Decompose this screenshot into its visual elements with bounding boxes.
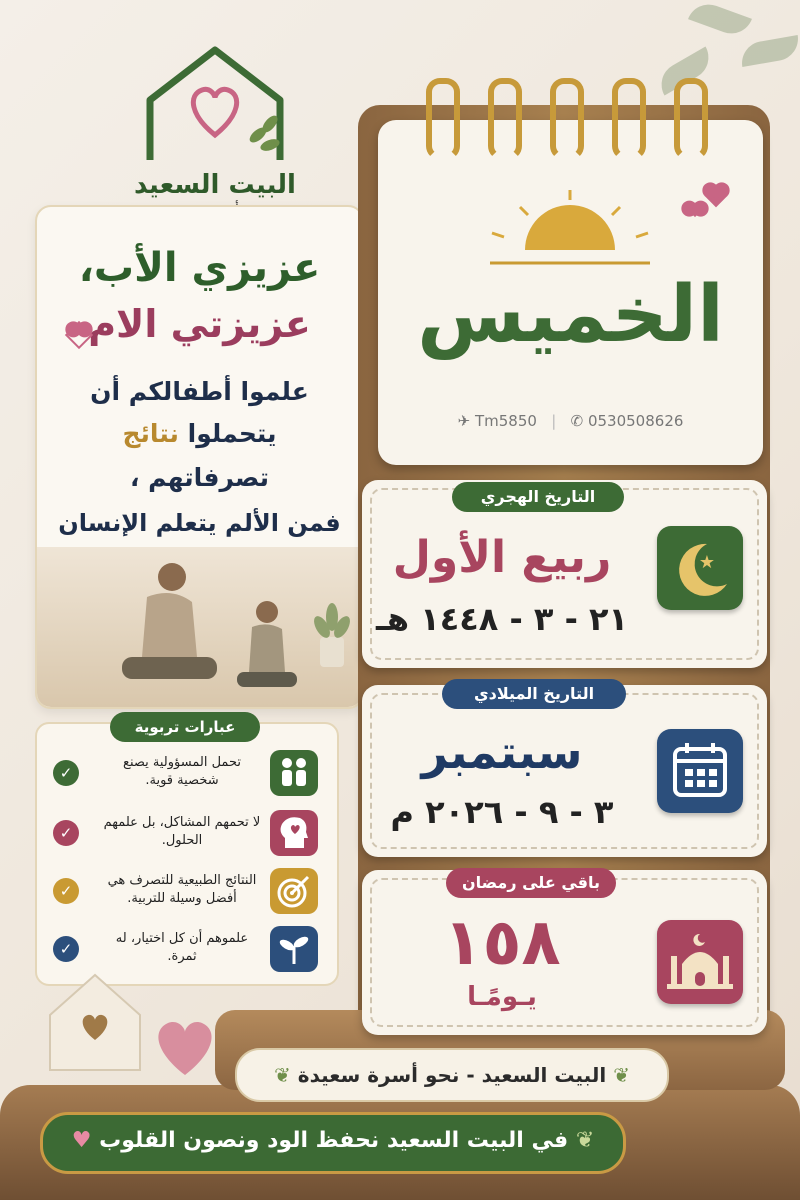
- calendar-icon: [657, 729, 743, 813]
- message-line: [37, 419, 362, 448]
- highlight-word: نتائج: [122, 419, 179, 448]
- head-heart-icon: [270, 810, 318, 856]
- phrases-title: عبارات تربوية: [110, 712, 260, 742]
- svg-text:★: ★: [698, 552, 715, 573]
- leaf-icon: ❦: [613, 1063, 630, 1087]
- binder-ring: [550, 78, 584, 160]
- leaf-decoration: [688, 0, 752, 40]
- message-line: عزيزتي الام: [88, 302, 311, 346]
- binder-ring: [488, 78, 522, 160]
- heart-decoration: [150, 1010, 220, 1080]
- phrase-text: علموهم أن كل اختيار، له ثمرة.: [115, 931, 249, 964]
- hijri-card: [362, 480, 767, 668]
- check-icon: ✓: [53, 760, 79, 786]
- contact-info: ✈ Tm5850 | ✆ 0530508626: [457, 412, 684, 430]
- phrase-text: النتائج الطبيعية للتصرف هي أفضل وسيلة للتربية.: [107, 873, 257, 906]
- house-heart-icon: [110, 40, 320, 170]
- heart-icon: [705, 185, 728, 208]
- day-name: الخميس: [417, 270, 724, 360]
- family-icon: [270, 750, 318, 796]
- footer-banner: [40, 1112, 626, 1174]
- message-card: [35, 205, 364, 709]
- phrase-text: تحمل المسؤولية يصنع شخصية قوية.: [123, 755, 241, 788]
- sprout-icon: [270, 926, 318, 972]
- hijri-label: التاريخ الهجري: [452, 482, 624, 512]
- heart-icon: ♥: [71, 1128, 92, 1153]
- footer-ribbon-text: البيت السعيد - نحو أسرة سعيدة: [297, 1063, 607, 1087]
- small-house-decoration: [40, 965, 150, 1075]
- message-line: تصرفاتهم ،: [129, 463, 270, 492]
- gregorian-month: سبتمبر: [421, 725, 583, 779]
- gregorian-date: ٣ - ٩ - ٢٠٢٦ م: [390, 793, 614, 831]
- footer-banner-text: في البيت السعيد نحفظ الود ونصون القلوب: [99, 1128, 569, 1153]
- leaf-icon: ❦: [274, 1063, 291, 1087]
- message-line: فمن الألم يتعلم الإنسان: [58, 509, 341, 537]
- logo-name: البيت السعيد: [134, 170, 296, 200]
- message-line: عزيزي الأب،: [78, 245, 321, 291]
- leaf-icon: ❦: [575, 1128, 595, 1153]
- sun-icon: [480, 185, 660, 265]
- gregorian-card: [362, 685, 767, 857]
- telegram-icon: ✈: [457, 412, 471, 430]
- hijri-month: ربيع الأول: [392, 532, 612, 583]
- message-word: يتحملوا: [187, 419, 277, 448]
- binder-ring: [674, 78, 708, 160]
- gregorian-label: التاريخ الميلادي: [442, 679, 626, 709]
- leaf-decoration: [739, 35, 800, 67]
- mosque-icon: [657, 920, 743, 1004]
- check-icon: ✓: [53, 936, 79, 962]
- father-child-illustration: [37, 547, 362, 707]
- binder-ring: [426, 78, 460, 160]
- hijri-date: ٢١ - ٣ - ١٤٤٨ هـ: [375, 600, 629, 638]
- ramadan-count: ١٥٨: [443, 906, 561, 980]
- binder-ring: [612, 78, 646, 160]
- whatsapp-number: 0530508626: [587, 412, 684, 430]
- heart-icon: [688, 203, 702, 217]
- target-icon: [270, 868, 318, 914]
- check-icon: ✓: [53, 878, 79, 904]
- ramadan-unit: يـومًـا: [467, 982, 537, 1012]
- ramadan-card: [362, 870, 767, 1035]
- crescent-icon: [657, 526, 743, 610]
- phrase-item: [45, 748, 330, 800]
- footer-ribbon: [235, 1048, 669, 1102]
- phrase-item: [45, 808, 330, 860]
- whatsapp-icon: ✆: [570, 412, 584, 430]
- phrase-item: [45, 866, 330, 918]
- day-card: [378, 120, 763, 465]
- phrase-text: لا تحمهم المشاكل، بل علمهم الحلول.: [103, 815, 261, 848]
- check-icon: ✓: [53, 820, 79, 846]
- message-line: علموا أطفالكم أن: [90, 377, 309, 406]
- telegram-handle: Tm5850: [474, 412, 537, 430]
- logo: [110, 40, 320, 220]
- ramadan-label: باقي على رمضان: [446, 868, 616, 898]
